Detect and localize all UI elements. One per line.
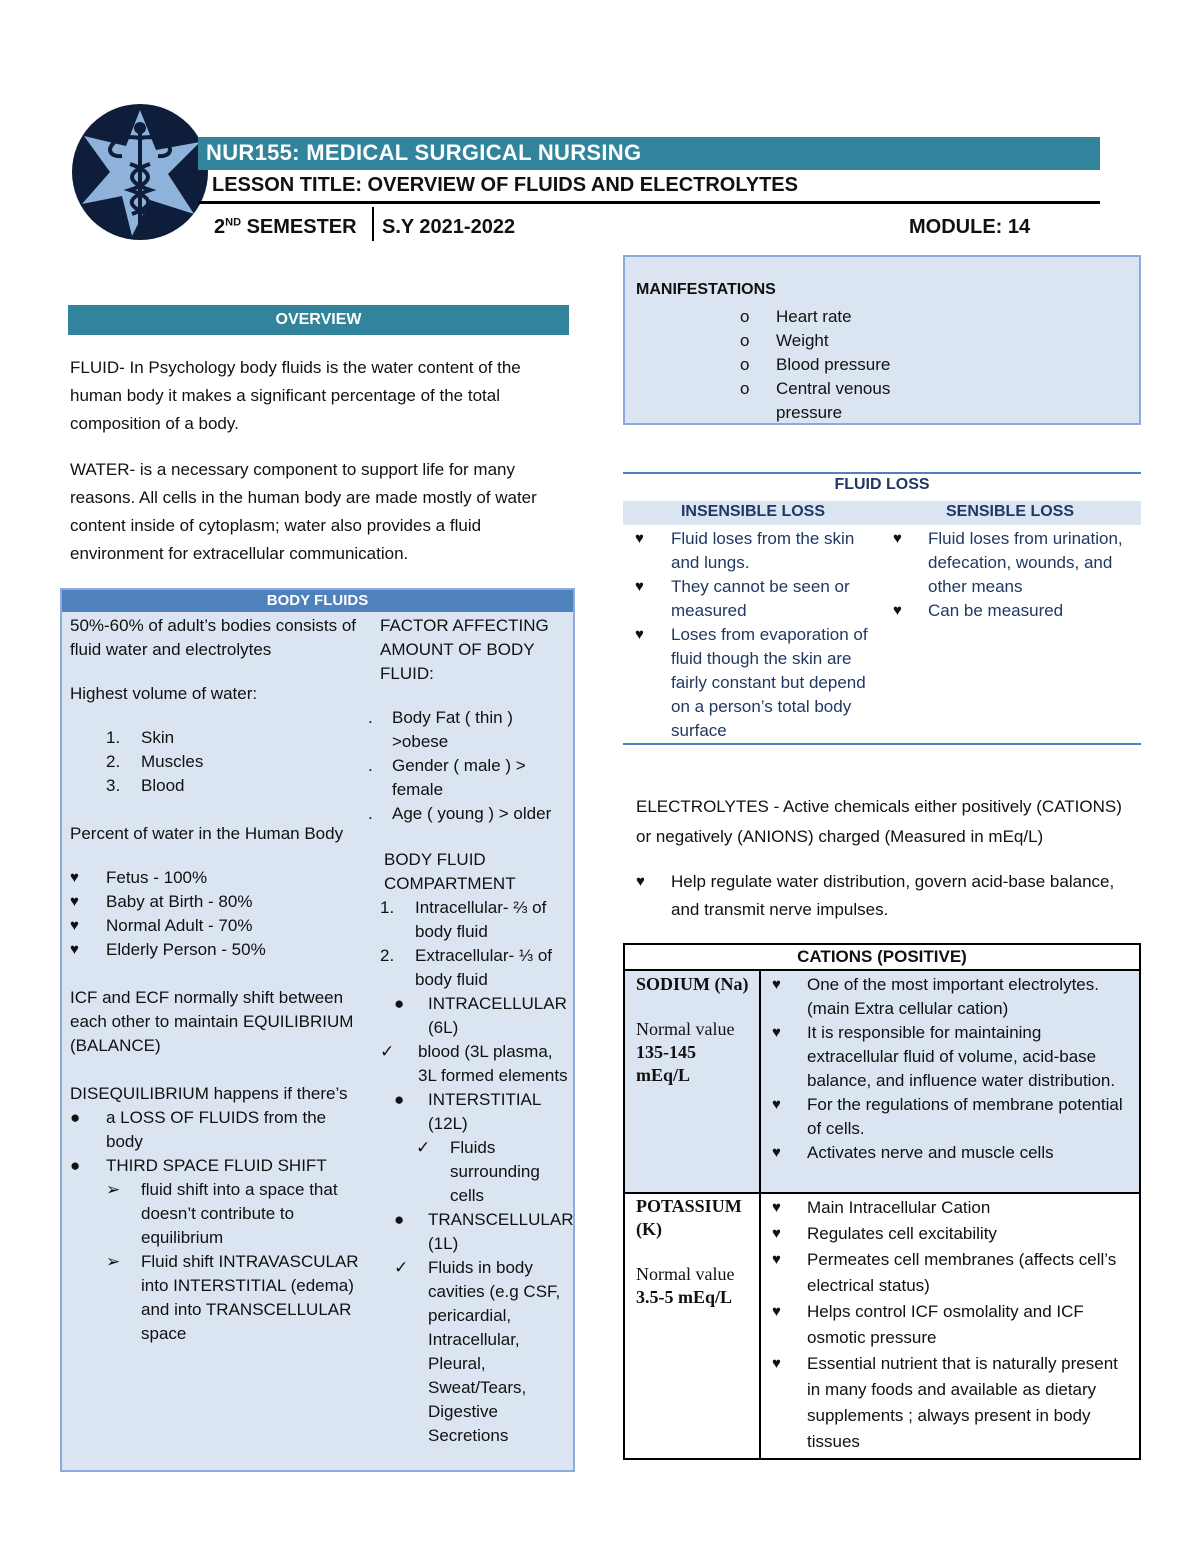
- list-item: ♥ Fetus - 100%: [70, 866, 365, 890]
- list-item: ● a LOSS OF FLUIDS from the body: [70, 1106, 365, 1154]
- compartment-title: BODY FLUID COMPARTMENT: [384, 850, 516, 893]
- table-column-rule: [759, 971, 761, 1458]
- semester: 2ND SEMESTER: [214, 216, 357, 238]
- list-item: ♥ For the regulations of membrane potential of cells.: [772, 1093, 1134, 1141]
- list-item: 2. Extracellular- ⅓ of body fluid: [380, 946, 552, 989]
- list-item: 1. Skin: [106, 728, 175, 747]
- fluid-definition: FLUID- In Psychology body fluids is the water content of the human body it makes a significant percentage of the total composition of a body.: [70, 358, 521, 433]
- list-item: ✓ Fluids surrounding cells: [380, 1136, 570, 1208]
- dot-bullet-icon: ●: [70, 1108, 81, 1127]
- percent-water-title: Percent of water in the Human Body: [70, 824, 344, 843]
- heart-bullet-icon: ♥: [772, 1225, 781, 1242]
- heart-bullet-icon: ♥: [772, 1199, 781, 1216]
- heart-bullet-icon: ♥: [893, 602, 902, 619]
- list-item: ➢ Fluid shift INTRAVASCULAR into INTERSTITIAL (edema) and into TRANSCELLULAR space: [70, 1250, 365, 1346]
- heart-bullet-icon: ♥: [772, 1024, 781, 1041]
- list-item: ✓ blood (3L plasma, 3L formed elements: [380, 1040, 570, 1088]
- list-item: ♥ Loses from evaporation of fluid though the skin are fairly constant but depend on a person’s total body surface: [635, 623, 880, 743]
- check-icon: ✓: [394, 1258, 409, 1277]
- dot-bullet-icon: ●: [394, 1090, 405, 1109]
- header-rule: [198, 201, 1100, 204]
- body-fluids-right-column: [368, 614, 574, 1448]
- heart-bullet-icon: ♥: [772, 1355, 781, 1372]
- potassium-points: [772, 1195, 1132, 1455]
- heart-bullet-icon: ♥: [772, 1144, 781, 1161]
- list-item: ♥ Regulates cell excitability: [772, 1221, 1132, 1247]
- heart-bullet-icon: ♥: [772, 1251, 781, 1268]
- list-item: . Gender ( male ) > female: [380, 754, 570, 802]
- list-item: ♥ Helps control ICF osmolality and ICF osmotic pressure: [772, 1299, 1132, 1351]
- heart-bullet-icon: ♥: [772, 1096, 781, 1113]
- circle-bullet-icon: o: [740, 355, 750, 374]
- overview-heading: OVERVIEW: [68, 305, 569, 335]
- heart-bullet-icon: ♥: [636, 873, 645, 890]
- arrow-bullet-icon: ➢: [106, 1252, 121, 1271]
- check-icon: ✓: [416, 1138, 431, 1157]
- body-fluids-left-column: [70, 614, 365, 1346]
- list-item: ♥ Main Intracellular Cation: [772, 1195, 1132, 1221]
- list-item: ♥ Baby at Birth - 80%: [70, 890, 365, 914]
- heart-bullet-icon: ♥: [772, 976, 781, 993]
- heart-bullet-icon: ♥: [70, 869, 79, 886]
- list-item: . Body Fat ( thin ) >obese: [380, 706, 570, 754]
- list-item: ♥ Fluid loses from urination, defecation, wounds, and other means: [893, 527, 1133, 599]
- cations-title: CATIONS (POSITIVE): [797, 947, 967, 966]
- caduceus-icon: [70, 102, 210, 242]
- list-item: ● TRANSCELLULAR (1L): [380, 1208, 570, 1256]
- dot-bullet-icon: ●: [394, 1210, 405, 1229]
- shift-text: ICF and ECF normally shift between each other to maintain EQUILIBRIUM (BALANCE): [70, 988, 354, 1055]
- module-number: MODULE: 14: [909, 216, 1031, 238]
- body-fluids-intro: 50%-60% of adult’s bodies consists of fluid water and electrolytes: [70, 616, 357, 659]
- electrolytes-definition: ELECTROLYTES - Active chemicals either positively (CATIONS) or negatively (ANIONS) charged (Measured in mEq/L): [636, 797, 1122, 846]
- potassium-label: POTASSIUM (K) Normal value 3.5-5 mEq/L: [636, 1196, 742, 1307]
- dot-bullet-icon: .: [368, 708, 373, 727]
- list-item: ● THIRD SPACE FLUID SHIFT: [70, 1154, 365, 1178]
- list-item: o Heart rate: [740, 305, 920, 329]
- list-item: ➢ fluid shift into a space that doesn’t contribute to equilibrium: [70, 1178, 365, 1250]
- insensible-loss-heading: INSENSIBLE LOSS: [680, 503, 826, 520]
- insensible-loss-list: [635, 527, 880, 743]
- body-fluids-heading: BODY FLUIDS: [62, 590, 573, 612]
- list-item: ♥ Activates nerve and muscle cells: [772, 1141, 1134, 1165]
- heart-bullet-icon: ♥: [70, 917, 79, 934]
- heart-bullet-icon: ♥: [635, 578, 644, 595]
- list-item: 2. Muscles: [106, 752, 204, 771]
- list-item: 3. Blood: [106, 776, 185, 795]
- heart-bullet-icon: ♥: [70, 941, 79, 958]
- list-item: o Blood pressure: [740, 353, 920, 377]
- circle-bullet-icon: o: [740, 379, 750, 398]
- lesson-title: LESSON TITLE: OVERVIEW OF FLUIDS AND ELECTROLYTES: [212, 174, 798, 196]
- dot-bullet-icon: ●: [70, 1156, 81, 1175]
- list-item: ✓ Fluids in body cavities (e.g CSF, pericardial, Intracellular, Pleural, Sweat/Tears, Digestive Secretions: [380, 1256, 570, 1448]
- dot-bullet-icon: ●: [394, 994, 405, 1013]
- header-divider: [372, 207, 374, 241]
- sodium-label: SODIUM (Na) Normal value 135-145 mEq/L: [636, 974, 749, 1085]
- manifestations-title: MANIFESTATIONS: [636, 281, 776, 298]
- disequilibrium-title: DISEQUILIBRIUM happens if there’s: [70, 1084, 348, 1103]
- list-item: ♥ Essential nutrient that is naturally present in many foods and available as dietary supplements ; always present in body tissues: [772, 1351, 1132, 1455]
- water-definition: WATER- is a necessary component to support life for many reasons. All cells in the human body are made mostly of water content inside of cytoplasm; water also provides a fluid environment for extracellular communication.: [70, 460, 537, 563]
- heart-bullet-icon: ♥: [635, 530, 644, 547]
- list-item: ♥ They cannot be seen or measured: [635, 575, 880, 623]
- course-title: NUR155: MEDICAL SURGICAL NURSING: [206, 140, 642, 165]
- list-item: ♥ Normal Adult - 70%: [70, 914, 365, 938]
- sensible-loss-list: [893, 527, 1133, 623]
- list-item: ♥ Elderly Person - 50%: [70, 938, 365, 962]
- manifestations-list: [740, 305, 920, 425]
- heart-bullet-icon: ♥: [772, 1303, 781, 1320]
- factor-title: FACTOR AFFECTING AMOUNT OF BODY FLUID:: [380, 616, 549, 683]
- sodium-points: [772, 973, 1134, 1165]
- list-item: o Weight: [740, 329, 920, 353]
- list-item: ● INTERSTITIAL (12L): [380, 1088, 570, 1136]
- table-rule: [625, 1192, 1139, 1194]
- list-item: ♥ Permeates cell membranes (affects cell’s electrical status): [772, 1247, 1132, 1299]
- highest-volume-title: Highest volume of water:: [70, 684, 258, 703]
- fluid-loss-title: FLUID LOSS: [834, 476, 930, 493]
- heart-bullet-icon: ♥: [70, 893, 79, 910]
- fluid-loss-bottom-rule: [623, 743, 1141, 745]
- list-item: ♥ It is responsible for maintaining extracellular fluid of volume, acid-base balance, and influence water distribution.: [772, 1021, 1134, 1093]
- electrolytes-help: ♥ Help regulate water distribution, govern acid-base balance, and transmit nerve impulses.: [636, 868, 1136, 924]
- list-item: . Age ( young ) > older: [380, 802, 570, 826]
- dot-bullet-icon: .: [368, 756, 373, 775]
- list-item: ♥ One of the most important electrolytes.(main Extra cellular cation): [772, 973, 1134, 1021]
- circle-bullet-icon: o: [740, 331, 750, 350]
- heart-bullet-icon: ♥: [893, 530, 902, 547]
- fluid-loss-top-rule: [623, 472, 1141, 474]
- arrow-bullet-icon: ➢: [106, 1180, 121, 1199]
- list-item: ♥ Fluid loses from the skin and lungs.: [635, 527, 880, 575]
- heart-bullet-icon: ♥: [635, 626, 644, 643]
- list-item: 1. Intracellular- ⅔ of body fluid: [380, 898, 547, 941]
- dot-bullet-icon: .: [368, 804, 373, 823]
- circle-bullet-icon: o: [740, 307, 750, 326]
- list-item: ♥ Can be measured: [893, 599, 1133, 623]
- school-year: S.Y 2021-2022: [382, 216, 516, 238]
- check-icon: ✓: [380, 1042, 395, 1061]
- list-item: ● INTRACELLULAR (6L): [380, 992, 570, 1040]
- list-item: o Central venous pressure: [740, 377, 920, 425]
- sensible-loss-heading: SENSIBLE LOSS: [945, 503, 1075, 520]
